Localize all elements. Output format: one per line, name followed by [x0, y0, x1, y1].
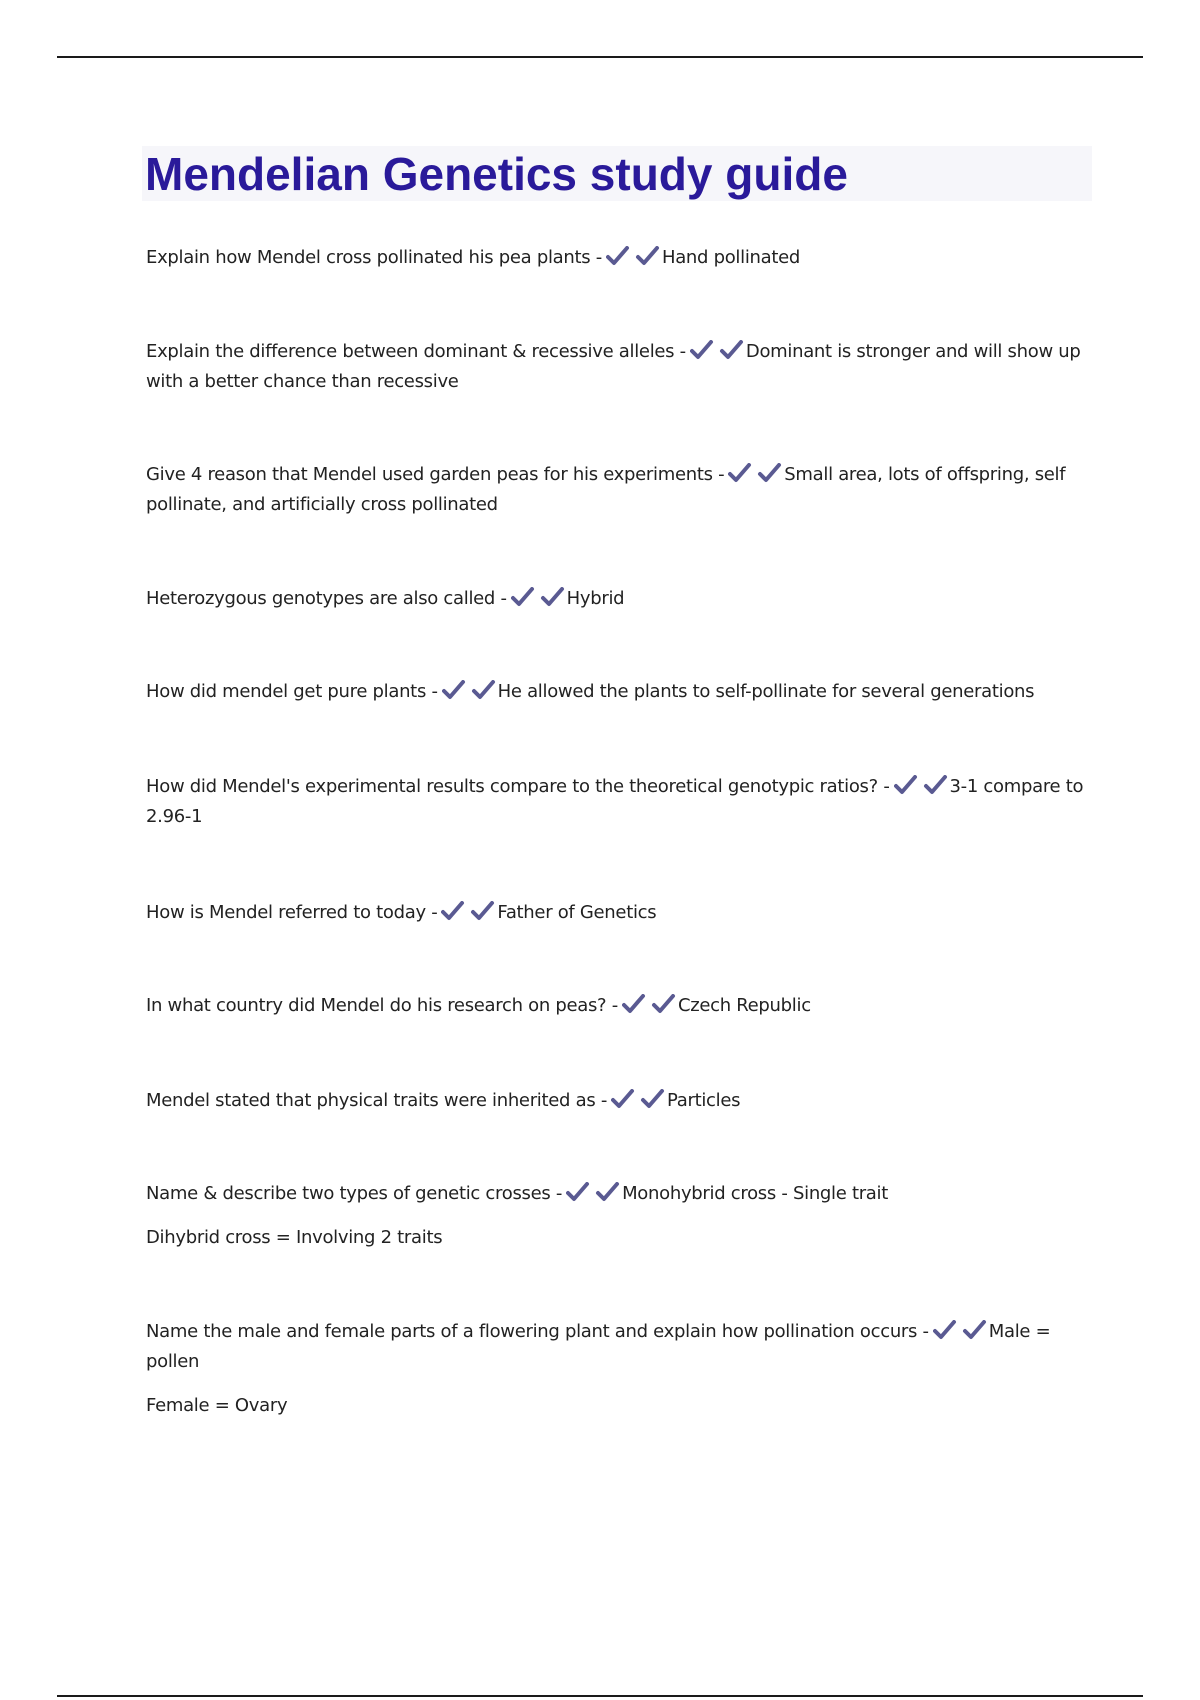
- double-check-icon: [622, 994, 676, 1014]
- double-check-icon: [511, 587, 565, 607]
- answer-text: Hand pollinated: [661, 247, 801, 268]
- qa-item: [146, 1179, 1096, 1253]
- qa-item: [146, 243, 1096, 273]
- answer-text: He allowed the plants to self-pollinate for several generations: [497, 681, 1035, 702]
- question-text: Name & describe two types of genetic crosses -: [146, 1183, 563, 1204]
- qa-line: [146, 243, 1096, 273]
- question-text: In what country did Mendel do his research on peas? -: [146, 995, 618, 1016]
- qa-item: [146, 991, 1096, 1021]
- answer-text: 3-1 compare to 2.96-1: [146, 776, 1084, 827]
- double-check-icon: [566, 1182, 620, 1202]
- question-text: How is Mendel referred to today -: [146, 902, 438, 923]
- qa-item: [146, 1317, 1096, 1421]
- question-text: Explain the difference between dominant & recessive alleles -: [146, 341, 686, 362]
- answer-text: Male = pollen: [146, 1321, 1051, 1372]
- qa-item: [146, 460, 1096, 520]
- qa-item: [146, 898, 1096, 928]
- qa-line: [146, 991, 1096, 1021]
- answer-continuation: Dihybrid cross = Involving 2 traits: [146, 1227, 443, 1248]
- qa-line: [146, 772, 1096, 832]
- double-check-icon: [728, 463, 782, 483]
- answer-text: Hybrid: [566, 588, 625, 609]
- qa-item: [146, 772, 1096, 832]
- page-title: Mendelian Genetics study guide: [145, 148, 848, 200]
- bottom-rule: [57, 1695, 1143, 1697]
- question-text: Mendel stated that physical traits were inherited as -: [146, 1090, 608, 1111]
- qa-item: [146, 584, 1096, 614]
- question-text: Name the male and female parts of a flowering plant and explain how pollination occurs -: [146, 1321, 929, 1342]
- double-check-icon: [606, 246, 660, 266]
- qa-line: [146, 677, 1096, 707]
- question-text: How did Mendel's experimental results compare to the theoretical genotypic ratios? -: [146, 776, 890, 797]
- question-text: Heterozygous genotypes are also called -: [146, 588, 507, 609]
- top-rule: [57, 56, 1143, 58]
- qa-item: [146, 677, 1096, 707]
- qa-line: [146, 337, 1096, 397]
- qa-line: [146, 1179, 1096, 1209]
- question-text: Explain how Mendel cross pollinated his pea plants -: [146, 247, 602, 268]
- qa-line: [146, 460, 1096, 520]
- double-check-icon: [611, 1089, 665, 1109]
- answer-text: Particles: [667, 1090, 741, 1111]
- qa-line: [146, 1086, 1096, 1116]
- question-text: How did mendel get pure plants -: [146, 681, 438, 702]
- question-text: Give 4 reason that Mendel used garden peas for his experiments -: [146, 464, 725, 485]
- double-check-icon: [441, 901, 495, 921]
- qa-line: [146, 584, 1096, 614]
- answer-text: Father of Genetics: [497, 902, 657, 923]
- double-check-icon: [442, 680, 496, 700]
- double-check-icon: [690, 340, 744, 360]
- double-check-icon: [894, 775, 948, 795]
- qa-item: [146, 337, 1096, 397]
- answer-text: Dominant is stronger and will show up with a better chance than recessive: [146, 341, 1081, 392]
- answer-text: Small area, lots of offspring, self pollinate, and artificially cross pollinated: [146, 464, 1066, 515]
- answer-continuation: Female = Ovary: [146, 1395, 288, 1416]
- double-check-icon: [933, 1320, 987, 1340]
- qa-line: [146, 898, 1096, 928]
- qa-line: [146, 1317, 1096, 1377]
- answer-text: Monohybrid cross - Single trait: [622, 1183, 888, 1204]
- qa-item: [146, 1086, 1096, 1116]
- answer-text: Czech Republic: [677, 995, 811, 1016]
